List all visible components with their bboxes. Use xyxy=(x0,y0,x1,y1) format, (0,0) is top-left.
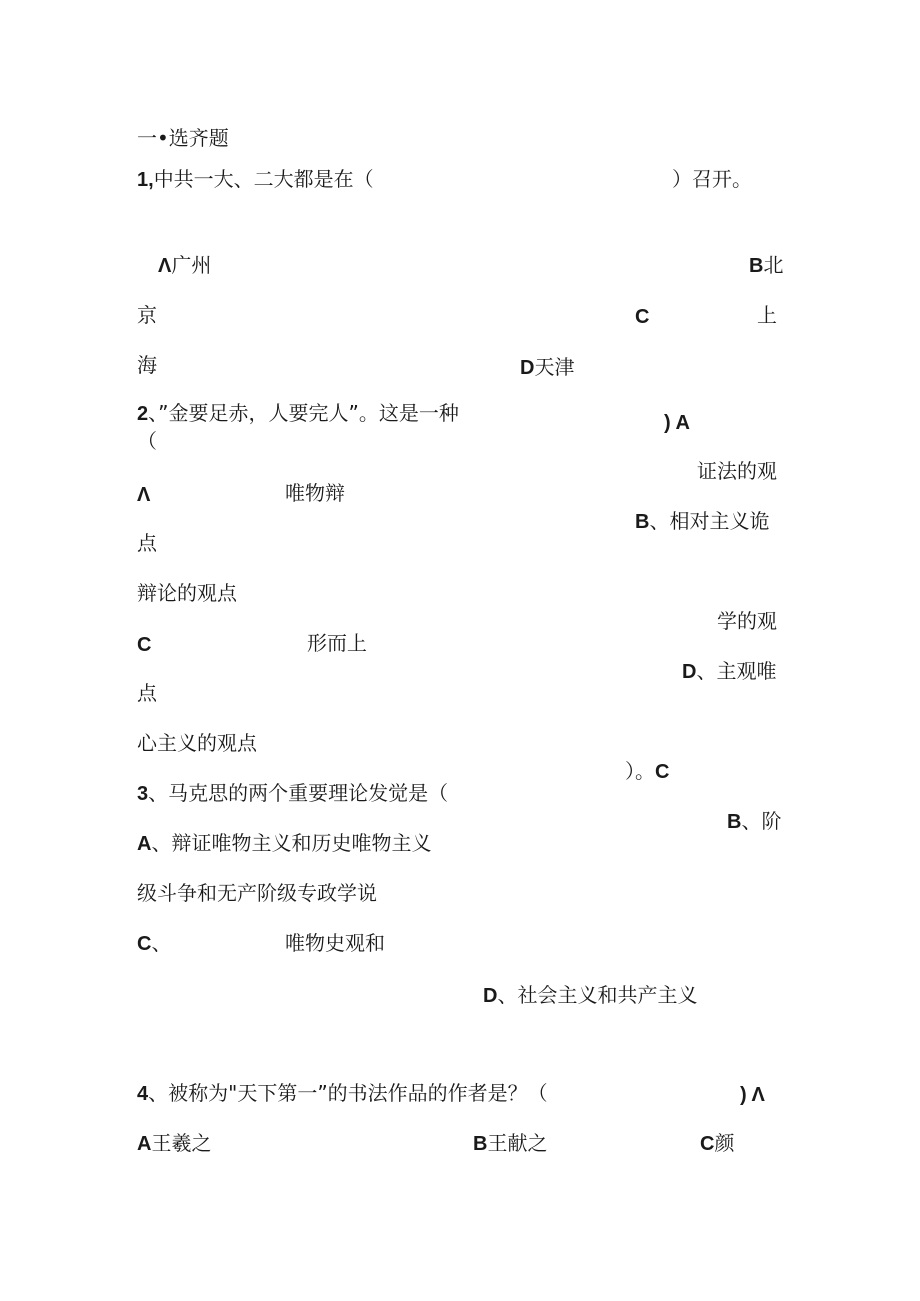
q3-option-d-letter: D xyxy=(483,985,498,1007)
question-3-close xyxy=(625,758,669,785)
q2-option-c-cont: 点 xyxy=(137,681,157,705)
q3-option-a-text: 、辩证唯物主义和历史唯物主义 xyxy=(151,831,432,855)
question-2-text: 、”金要足赤，人要完人”。这是一种 xyxy=(148,401,459,425)
q1-option-d-text: 天津 xyxy=(534,355,575,379)
question-3-close-paren: ）。 xyxy=(625,759,655,783)
q4-option-b-letter: B xyxy=(473,1133,488,1155)
q1-option-d-letter: D xyxy=(520,357,535,379)
q3-option-c-sep: 、 xyxy=(151,931,172,955)
q2-option-a-text: 唯物辩 xyxy=(285,481,345,505)
q4-option-b-text: 王献之 xyxy=(487,1131,548,1155)
q3-option-a-letter: A xyxy=(137,833,152,855)
q1-option-a-text: 广州 xyxy=(171,253,212,277)
q3-option-b xyxy=(727,808,781,835)
question-1-number: 1, xyxy=(137,169,154,191)
q2-option-d-letter: D xyxy=(682,661,697,683)
question-1-text: 中共一大、二大都是在（ xyxy=(153,167,374,191)
q4-option-b xyxy=(473,1130,547,1157)
q3-option-c xyxy=(137,930,171,957)
question-4-stem xyxy=(137,1080,548,1107)
question-2-paren: （ xyxy=(137,429,157,453)
question-2-stem xyxy=(137,400,459,427)
q1-option-c-letter: C xyxy=(635,306,650,328)
question-1-stem xyxy=(137,166,374,193)
q1-option-a xyxy=(158,252,211,279)
question-3-number: 3 xyxy=(137,783,149,805)
question-3-stem xyxy=(137,780,448,807)
q1-option-b-letter: B xyxy=(749,255,764,277)
q3-option-a xyxy=(137,830,431,857)
q3-option-b-letter: B xyxy=(727,811,742,833)
q1-option-c-cont: 海 xyxy=(137,353,157,377)
q4-option-c-text: 颜 xyxy=(714,1131,735,1155)
q1-option-b xyxy=(749,252,783,279)
section-title: 一•选齐题 xyxy=(137,126,229,150)
question-4-answer: ) Λ xyxy=(740,1084,765,1106)
q1-option-c-text: 上 xyxy=(757,303,777,327)
q2-option-b-cont: 辩论的观点 xyxy=(137,581,237,605)
q2-option-b-text: 、相对主义诡 xyxy=(649,509,770,533)
q2-option-b xyxy=(635,508,769,535)
question-3-answer: C xyxy=(655,761,670,783)
q4-option-a-letter: A xyxy=(137,1133,152,1155)
q2-option-d xyxy=(682,658,776,685)
q1-option-d xyxy=(520,354,574,381)
q4-option-c-letter: C xyxy=(700,1133,715,1155)
question-2-number: 2 xyxy=(137,403,149,425)
q3-option-c-text: 唯物史观和 xyxy=(285,931,385,955)
q3-option-b-text: 、阶 xyxy=(741,809,782,833)
q3-option-d xyxy=(483,982,697,1009)
q2-option-b-letter: B xyxy=(635,511,650,533)
q2-option-a-letter: Λ xyxy=(137,484,151,506)
q1-option-a-letter: Λ xyxy=(158,255,172,277)
question-2-answer: ) A xyxy=(664,412,690,434)
q2-option-c-letter: C xyxy=(137,634,152,656)
question-1-close: ）召开。 xyxy=(672,167,752,191)
q2-option-a-right: 证法的观 xyxy=(697,459,777,483)
q4-option-a-text: 王羲之 xyxy=(151,1131,212,1155)
question-4-number: 4 xyxy=(137,1083,149,1105)
q2-option-c-right: 学的观 xyxy=(717,609,777,633)
q3-option-c-letter: C xyxy=(137,933,152,955)
q3-option-b-cont: 级斗争和无产阶级专政学说 xyxy=(137,881,377,905)
q2-option-d-text: 、主观唯 xyxy=(696,659,777,683)
q1-option-b-text: 北 xyxy=(763,253,784,277)
question-3-text: 、马克思的两个重要理论发觉是（ xyxy=(148,781,449,805)
q4-option-a xyxy=(137,1130,211,1157)
q2-option-a-cont: 点 xyxy=(137,531,157,555)
q2-option-d-cont: 心主义的观点 xyxy=(137,731,257,755)
q2-option-c-text: 形而上 xyxy=(307,631,367,655)
q3-option-d-text: 、社会主义和共产主义 xyxy=(497,983,698,1007)
q1-option-b-cont: 京 xyxy=(137,303,157,327)
q4-option-c xyxy=(700,1130,734,1157)
question-4-text: 、被称为"天下第一”的书法作品的作者是？（ xyxy=(148,1081,548,1105)
